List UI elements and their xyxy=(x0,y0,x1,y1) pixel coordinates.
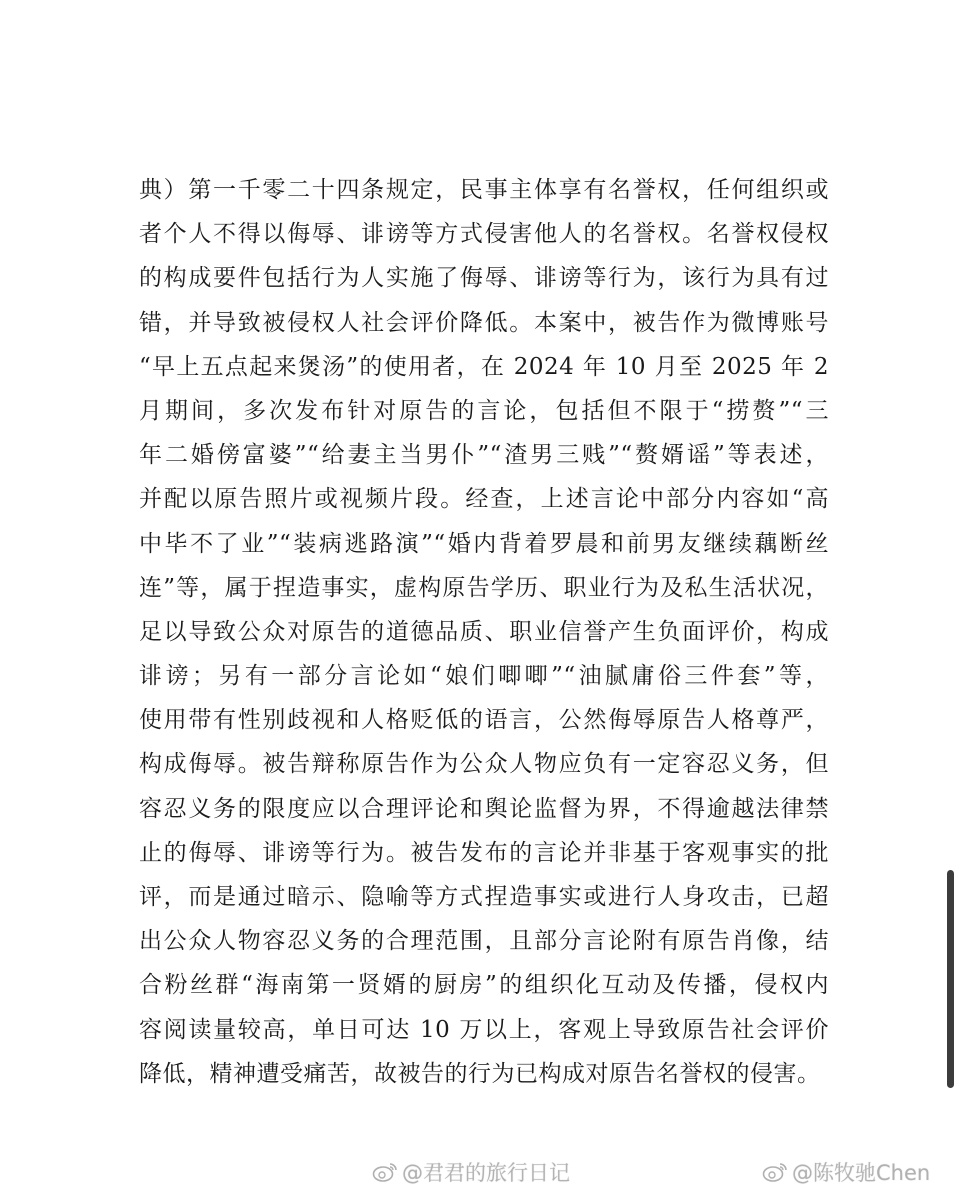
text-line: 者个人不得以侮辱、诽谤等方式侵害他人的名誉权。名誉权侵权 xyxy=(139,221,829,248)
scrollbar-thumb[interactable] xyxy=(947,870,954,1088)
text-line: 错，并导致被侵权人社会评价降低。本案中，被告作为微博账号 xyxy=(139,309,829,336)
text-line: 评，而是通过暗示、隐喻等方式捏造事实或进行人身攻击，已超 xyxy=(139,884,829,910)
text-line: 容阅读量较高，单日可达 10 万以上，客观上导致原告社会评价 xyxy=(139,1016,829,1043)
text-line: 月期间，多次发布针对原告的言论，包括但不限于“捞赘”“三 xyxy=(139,397,829,424)
watermark-text: @君君的旅行日记 xyxy=(402,1161,570,1185)
weibo-icon xyxy=(762,1161,788,1183)
watermark-bar xyxy=(0,1152,960,1192)
text-line: 诽谤；另有一部分言论如“娘们唧唧”“油腻庸俗三件套”等， xyxy=(139,663,829,690)
text-line: 构成侮辱。被告辩称原告作为公众人物应负有一定容忍义务，但 xyxy=(139,751,829,778)
weibo-icon xyxy=(372,1161,398,1183)
text-line: 年二婚傍富婆”“给妻主当男仆”“渣男三贱”“赘婿谣”等表述， xyxy=(139,442,829,469)
text-line: 连”等，属于捏造事实，虚构原告学历、职业行为及私生活状况， xyxy=(139,574,829,601)
text-line: 使用带有性别歧视和人格贬低的语言，公然侮辱原告人格尊严， xyxy=(139,707,829,734)
watermark xyxy=(762,1152,930,1192)
watermark-text: @陈牧驰Chen xyxy=(792,1161,931,1185)
text-line: 容忍义务的限度应以合理评论和舆论监督为界，不得逾越法律禁 xyxy=(139,795,829,822)
text-line: 典）第一千零二十四条规定，民事主体享有名誉权，任何组织或 xyxy=(139,177,829,203)
text-line: 的构成要件包括行为人实施了侮辱、诽谤等行为，该行为具有过 xyxy=(139,265,829,292)
text-line: 降低，精神遭受痛苦，故被告的行为已构成对原告名誉权的侵害。 xyxy=(139,1060,821,1087)
text-line: 足以导致公众对原告的道德品质、职业信誉产生负面评价，构成 xyxy=(139,618,829,645)
watermark xyxy=(372,1152,570,1192)
text-line: 止的侮辱、诽谤等行为。被告发布的言论并非基于客观事实的批 xyxy=(139,839,829,866)
text-line: 中毕不了业”“装病逃路演”“婚内背着罗晨和前男友继续藕断丝 xyxy=(139,530,829,557)
text-line: 合粉丝群“海南第一贤婿的厨房”的组织化互动及传播，侵权内 xyxy=(139,972,829,999)
text-line: “早上五点起来煲汤”的使用者，在 2024 年 10 月至 2025 年 2 xyxy=(139,353,829,380)
text-line: 出公众人物容忍义务的合理范围，且部分言论附有原告肖像，结 xyxy=(139,928,829,955)
text-line: 并配以原告照片或视频片段。经查，上述言论中部分内容如“高 xyxy=(139,486,829,513)
document-body xyxy=(139,168,829,1096)
